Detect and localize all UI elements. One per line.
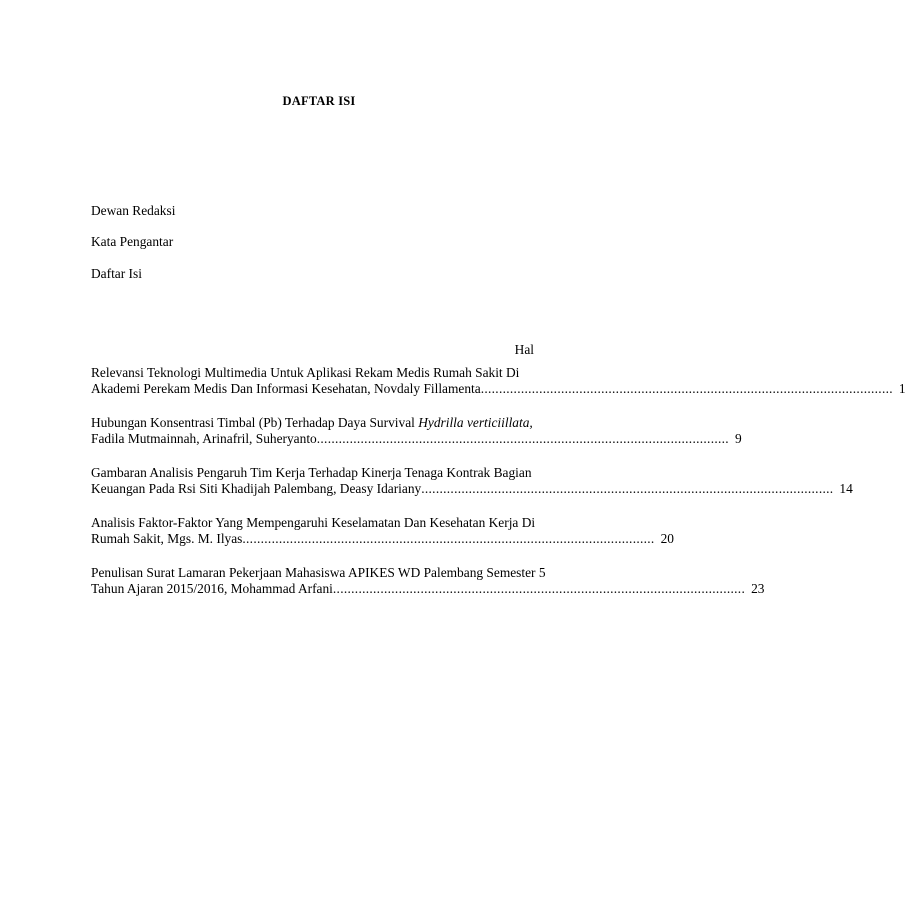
toc-entry-final-line — [91, 581, 765, 597]
toc-entry — [91, 565, 765, 597]
front-matter-daftar-isi: Daftar Isi — [91, 266, 142, 281]
toc-entry — [91, 415, 742, 447]
dot-leader: ................................................................................................................. — [480, 381, 893, 396]
page-column-header: Hal — [514, 342, 534, 357]
toc-entry-final-line — [91, 381, 906, 397]
toc-entry-title-line: Fadila Mutmainnah, Arinafril, Suheryanto — [91, 431, 317, 446]
toc-entry-page: 9 — [734, 431, 742, 446]
toc-entry-title-line: Akademi Perekam Medis Dan Informasi Kesehatan, Novdaly Fillamenta — [91, 381, 481, 396]
page-title: DAFTAR ISI — [282, 94, 356, 108]
front-matter-kata-pengantar: Kata Pengantar — [91, 234, 174, 249]
toc-entry — [91, 515, 674, 547]
toc-entry-page: 14 — [839, 481, 853, 496]
toc-entry — [91, 465, 853, 497]
toc-entry-final-line — [91, 431, 742, 447]
toc-entry-title-line: Relevansi Teknologi Multimedia Untuk Aplikasi Rekam Medis Rumah Sakit Di — [91, 365, 520, 380]
toc-entry-title-line — [91, 415, 535, 431]
toc-entry-title-line: Gambaran Analisis Pengaruh Tim Kerja Terhadap Kinerja Tenaga Kontrak Bagian — [91, 465, 532, 480]
toc-entry-title-line: Analisis Faktor-Faktor Yang Mempengaruhi Keselamatan Dan Kesehatan Kerja Di — [91, 515, 536, 530]
toc-entry-title-text: Hubungan Konsentrasi Timbal (Pb) Terhadap Daya Survival — [91, 415, 419, 430]
toc-entry-final-line — [91, 481, 853, 497]
toc-entry-page: 1 — [898, 381, 906, 396]
dot-leader: ................................................................................................................. — [421, 481, 834, 496]
toc-entry-page: 23 — [751, 581, 765, 596]
toc-entry-title-line: Penulisan Surat Lamaran Pekerjaan Mahasiswa APIKES WD Palembang Semester 5 — [91, 565, 546, 580]
dot-leader: ................................................................................................................. — [242, 531, 655, 546]
toc-entry-title-line: Keuangan Pada Rsi Siti Khadijah Palembang, Deasy Idariany — [91, 481, 422, 496]
toc-list — [91, 365, 906, 615]
toc-entry — [91, 365, 906, 397]
dot-leader: ................................................................................................................. — [316, 431, 729, 446]
front-matter-dewan-redaksi: Dewan Redaksi — [91, 203, 176, 218]
toc-entry-page: 20 — [660, 531, 674, 546]
toc-entry-title-line: Tahun Ajaran 2015/2016, Mohammad Arfani — [91, 581, 333, 596]
toc-entry-title-italic: Hydrilla verticiillata, — [418, 415, 533, 430]
dot-leader: ................................................................................................................. — [332, 581, 746, 596]
toc-entry-final-line — [91, 531, 674, 547]
toc-entry-title-line: Rumah Sakit, Mgs. M. Ilyas — [91, 531, 243, 546]
